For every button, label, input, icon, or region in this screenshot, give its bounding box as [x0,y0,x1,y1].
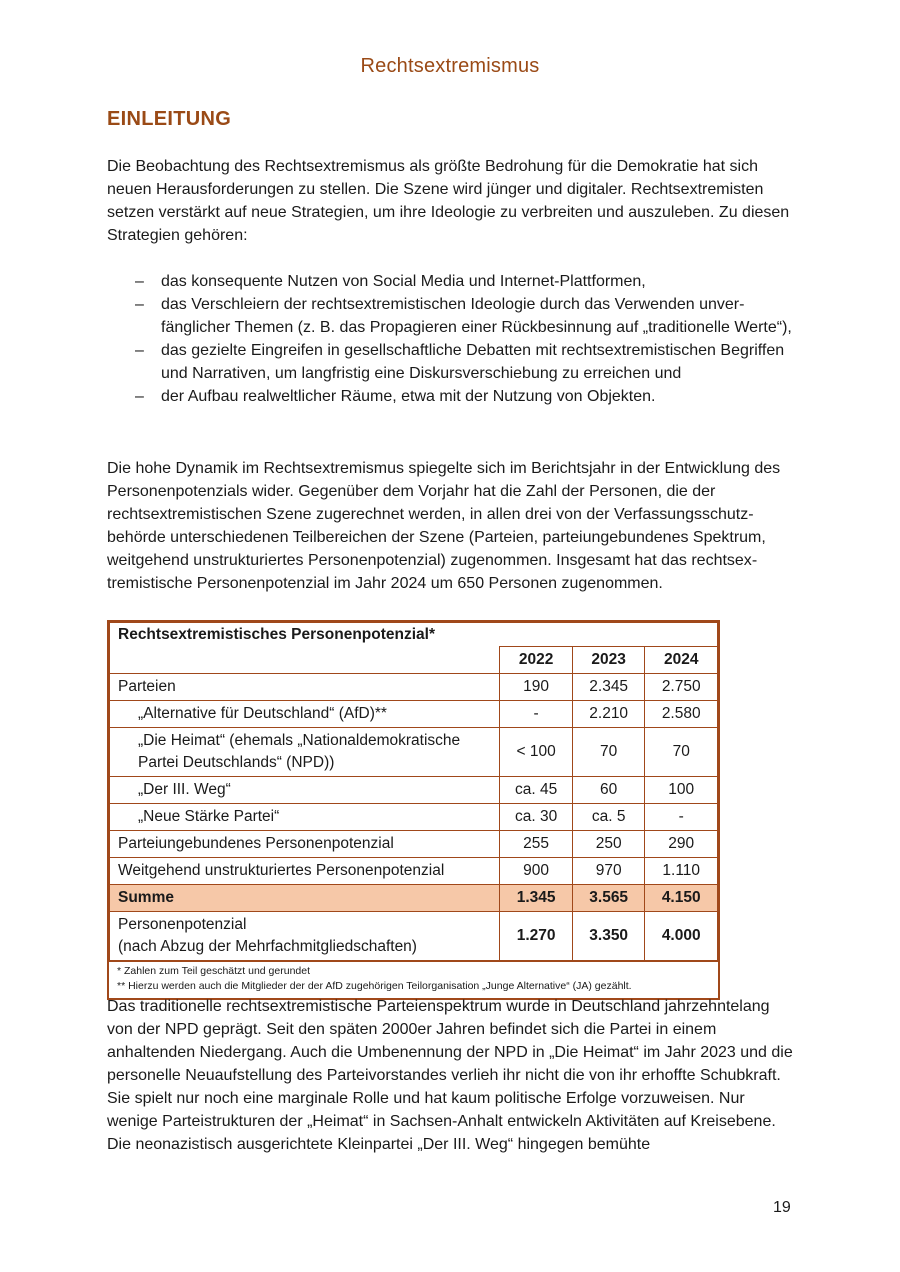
value-cell: 250 [572,831,645,858]
row-label-line: Personenpotenzial [118,916,247,933]
value-cell: ca. 30 [500,804,573,831]
table-header-row [110,647,718,674]
list-item [107,385,797,408]
value-cell: 255 [500,831,573,858]
value-cell: ca. 45 [500,777,573,804]
value-cell: 1.270 [500,912,573,961]
table-title-row [110,623,718,647]
value-cell: 2.580 [645,701,718,728]
row-label: Parteiungebundenes Personenpotenzial [110,831,500,858]
value-cell: 900 [500,858,573,885]
value-cell: 190 [500,674,573,701]
table-footnotes [109,961,718,998]
table-row [110,674,718,701]
sum-row [110,885,718,912]
net-total-row [110,912,718,961]
personenpotenzial-table [107,620,720,1000]
list-item [107,293,797,339]
row-label-line: (nach Abzug der Mehrfachmitgliedschaften) [118,938,417,955]
table-row [110,777,718,804]
value-cell: 2.750 [645,674,718,701]
dash-bullet: – [135,388,144,405]
table-title: Rechtsextremistisches Personenpotenzial* [110,623,718,647]
running-header: Rechtsextremismus [360,55,540,77]
row-label: „Alternative für Deutschland“ (AfD)** [110,701,500,728]
row-label [110,912,500,961]
page-number: 19 [773,1199,791,1216]
table-row [110,858,718,885]
year-header: 2023 [572,647,645,674]
value-cell: < 100 [500,728,573,777]
list-item-text: das Verschleiern der rechtsextremistischen Ideologie durch das Verwenden unverfänglicher Themen (z. B. das Propagieren einer Rückbesinnung auf „traditionelle Werte“), [161,296,792,336]
party-spectrum-paragraph: Das traditionelle rechtsextremistische Parteienspektrum wurde in Deutschland jahrzehntelang von der NPD geprägt. Seit den späten 2000er Jahren befindet sich die Partei in einem anhaltenden Niedergang. Auch die Umbenennung der NPD in „Die Heimat“ im Jahr 2023 und die personelle Neuaufstellung des Parteivorstandes verlieh ihr nicht die von ihr erhoffte Schubkraft. Sie spielt nur noch eine marginale Rolle und hat kaum politische Erfolge vorzuweisen. Nur wenige Parteistrukturen der „Heimat“ in Sachsen-Anhalt entwickeln Aktivitäten auf Kreisebene. Die neonazistisch ausgerichtete Kleinpartei „Der III. Weg“ hingegen bemühte [107,998,793,1153]
list-item-text: der Aufbau realweltlicher Räume, etwa mit der Nutzung von Objekten. [161,388,656,405]
row-label: „Neue Stärke Partei“ [110,804,500,831]
list-item-text: das konsequente Nutzen von Social Media und Internet-Plattformen, [161,273,646,290]
dash-bullet: – [135,342,144,359]
value-cell: 2.210 [572,701,645,728]
value-cell: - [645,804,718,831]
value-cell: 970 [572,858,645,885]
footnote: * Zahlen zum Teil geschätzt und gerundet [117,965,311,977]
list-item [107,339,797,385]
strategy-list [107,270,797,408]
dash-bullet: – [135,273,144,290]
row-label: Summe [110,885,500,912]
row-label: Weitgehend unstrukturiertes Personenpotenzial [110,858,500,885]
value-cell: 290 [645,831,718,858]
value-cell: 3.350 [572,912,645,961]
value-cell: 4.000 [645,912,718,961]
intro-paragraph: Die Beobachtung des Rechtsextremismus als größte Bedrohung für die Demokratie hat sich neuen Herausforderungen zu stellen. Die Szene wird jünger und digitaler. Rechtsextremisten setzen verstärkt auf neue Strategien, um ihre Ideologie zu verbreiten und auszuleben. Zu diesen Strategien gehören: [107,158,790,244]
table-row [110,831,718,858]
table-row [110,804,718,831]
value-cell: 1.345 [500,885,573,912]
row-label: Parteien [110,674,500,701]
value-cell: 4.150 [645,885,718,912]
value-cell: 60 [572,777,645,804]
table-row [110,728,718,777]
table-row [110,701,718,728]
dash-bullet: – [135,296,144,313]
list-item [107,270,797,293]
value-cell: 100 [645,777,718,804]
value-cell: 70 [572,728,645,777]
year-header: 2022 [500,647,573,674]
value-cell: 1.110 [645,858,718,885]
value-cell: 70 [645,728,718,777]
section-heading: EINLEITUNG [107,108,232,130]
value-cell: 2.345 [572,674,645,701]
value-cell: ca. 5 [572,804,645,831]
value-cell: - [500,701,573,728]
row-label: „Der III. Weg“ [110,777,500,804]
header-blank-cell [110,647,500,674]
list-item-text: das gezielte Eingreifen in gesellschaftliche Debatten mit rechtsextremistischen Begriffen und Narrativen, um langfristig eine Diskursverschiebung zu erreichen und [161,342,785,382]
row-label: „Die Heimat“ (ehemals „Nationaldemokratische Partei Deutschlands“ (NPD)) [110,728,500,777]
dynamics-paragraph: Die hohe Dynamik im Rechtsextremismus spiegelte sich im Berichtsjahr in der Entwicklung des Personenpotenzials wider. Gegenüber dem Vorjahr hat die Zahl der Personen, die der rechtsextremistischen Szene zugerechnet werden, in allen drei von der Verfassungsschutzbehörde unterschiedenen Teilbereichen der Szene (Parteien, parteiungebundenes Spektrum, weitgehend unstrukturiertes Personenpotenzial) zugenommen. Insgesamt hat das rechtsextremistische Personenpotenzial im Jahr 2024 um 650 Personen zugenommen. [107,460,781,592]
value-cell: 3.565 [572,885,645,912]
year-header: 2024 [645,647,718,674]
footnote: ** Hierzu werden auch die Mitglieder der der AfD zugehörigen Teilorganisation „Junge Alternative“ (JA) gezählt. [117,980,632,992]
